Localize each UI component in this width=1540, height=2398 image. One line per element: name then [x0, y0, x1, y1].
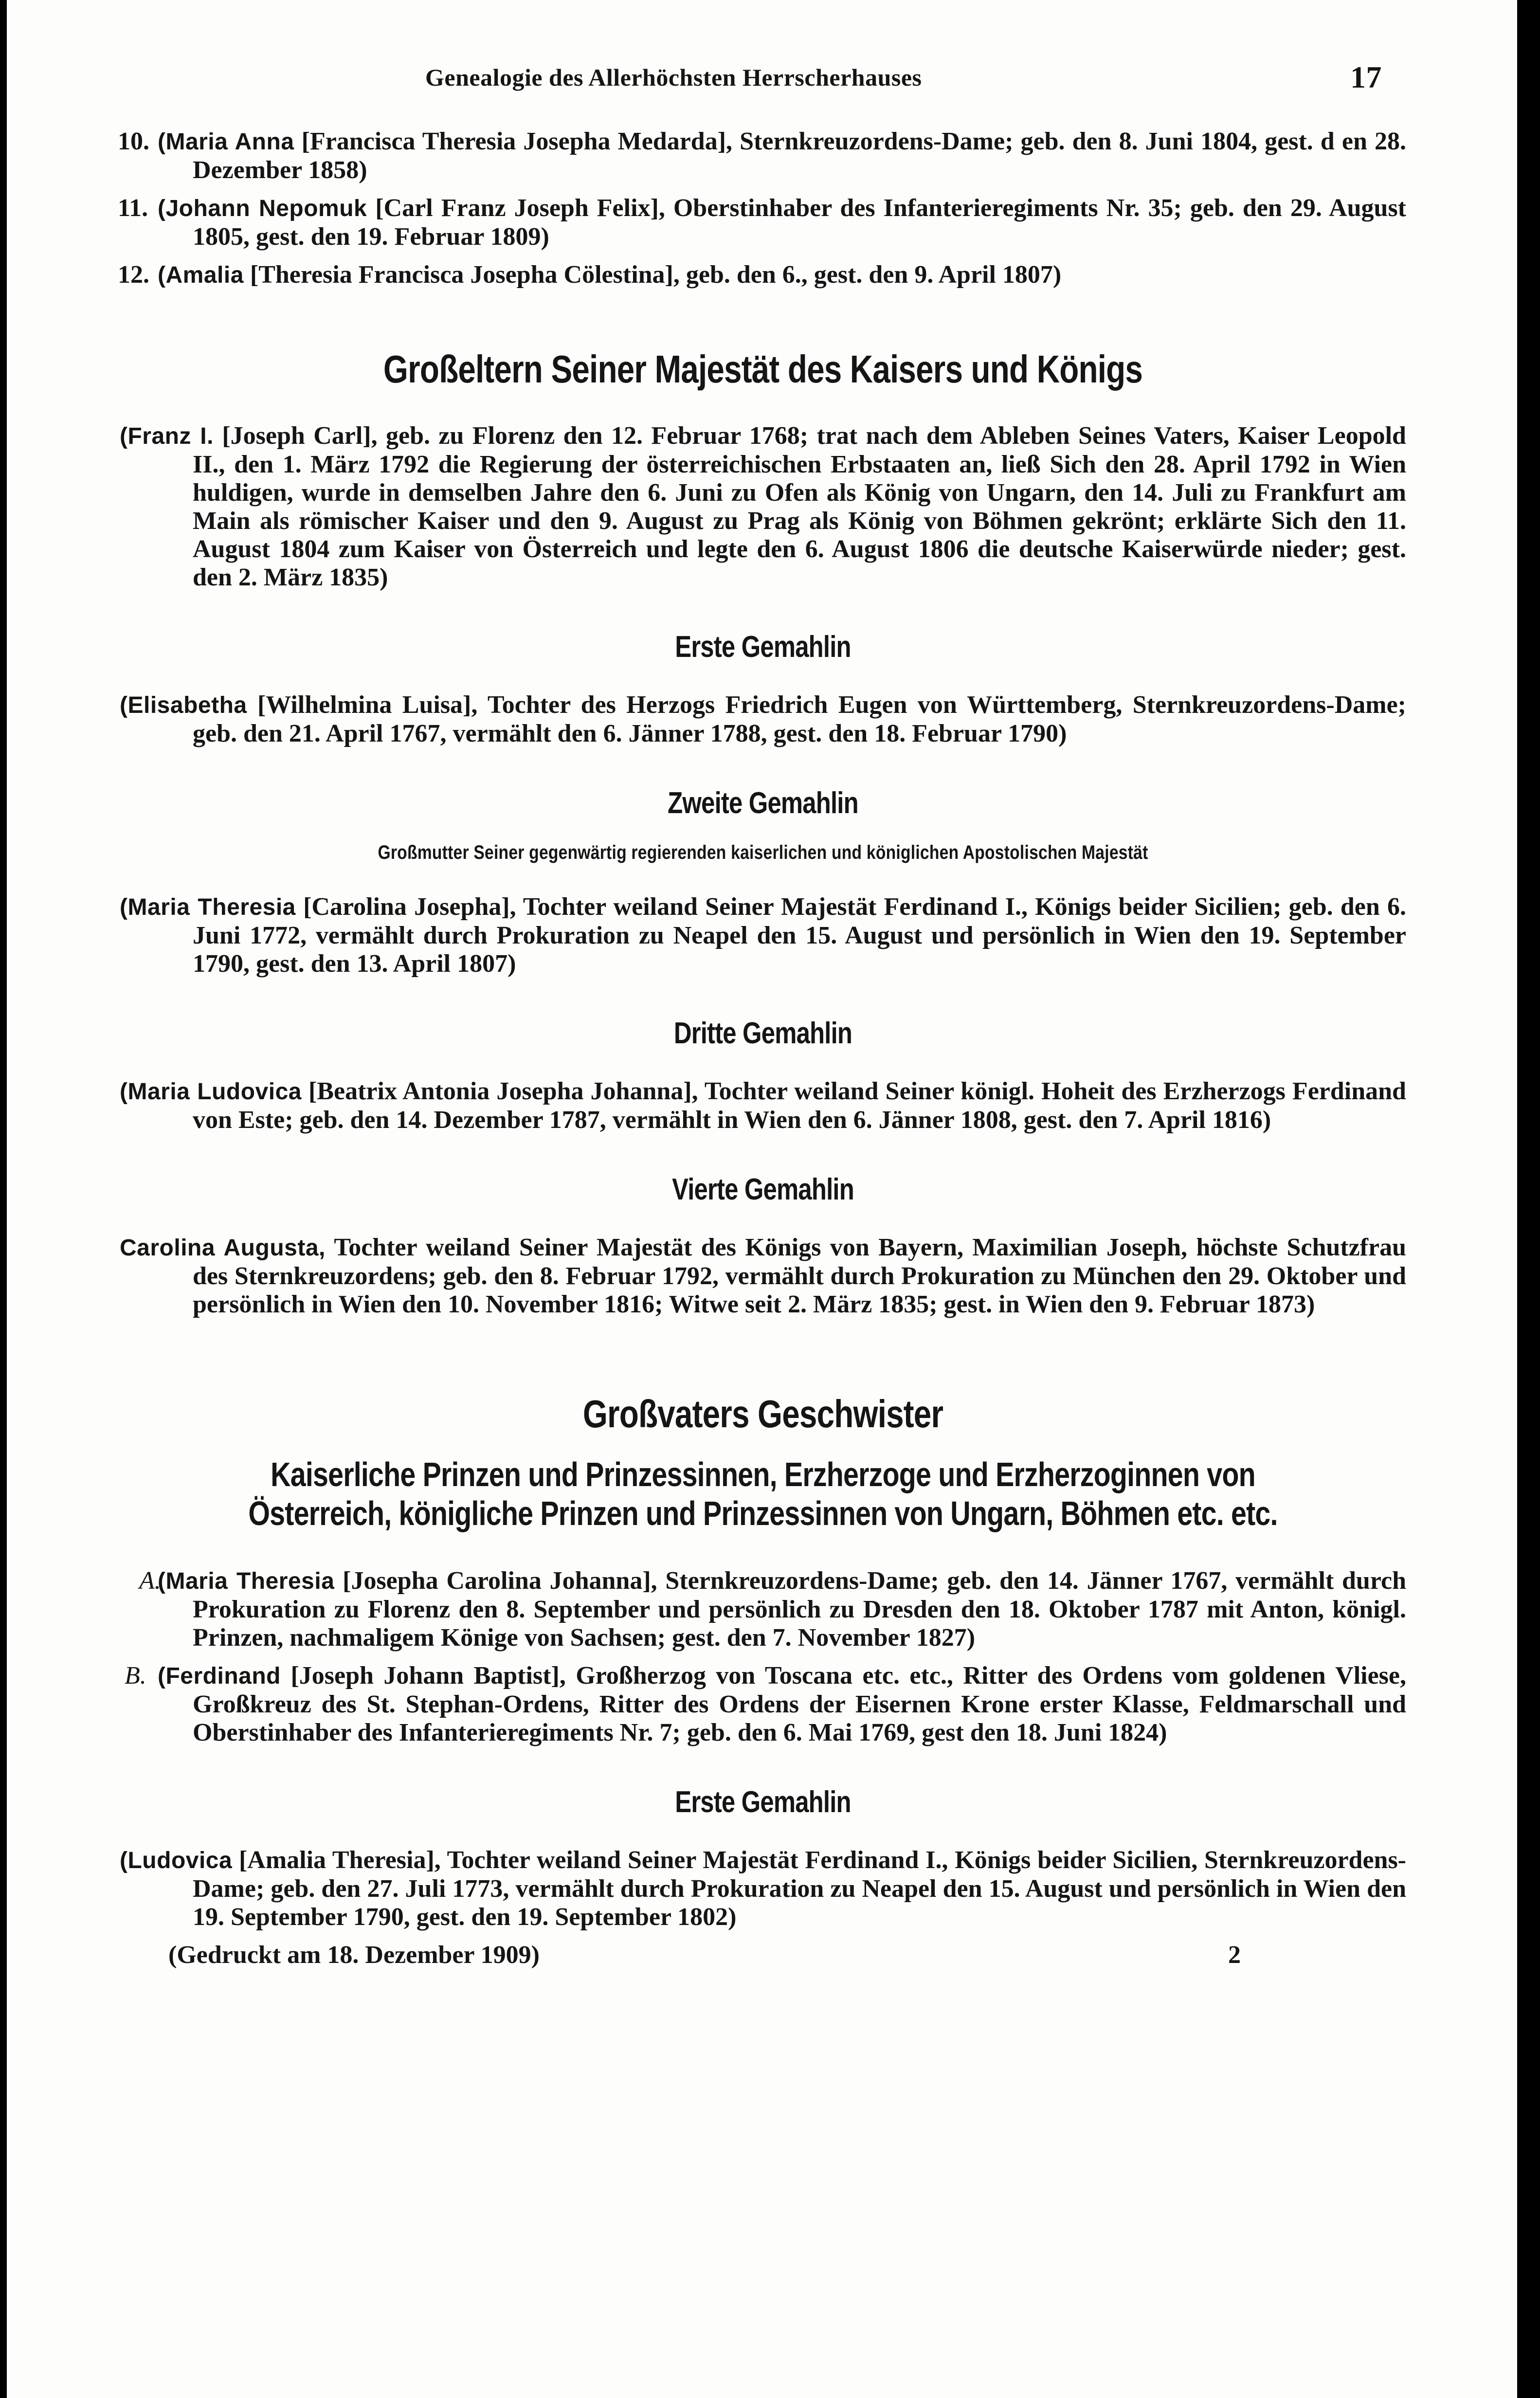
entry-text: Tochter weiland Seiner Majestät des Königs von Bayern, Maximilian Joseph, höchste Schutzfrau des Sternkreuzordens; geb. den 8. Februar 1792, vermählt durch Prokuration zu München den 29. Oktober und persönlich in Wien den 10. November 1816; Witwe seit 2. März 1835; gest. in Wien den 9. Februar 1873) [193, 1234, 1406, 1318]
heading-fourth-wife: Vierte Gemahlin [672, 1173, 854, 1206]
entry-text: [Joseph Johann Baptist], Großherzog von Toscana etc. etc., Ritter des Ordens vom goldenen Vliese, Großkreuz des St. Stephan-Ordens, Ritter des Ordens der Eisernen Krone erster Klasse, Feldmarschall und Oberstinhaber des Infanterieregiments Nr. 7; geb. den 6. Mai 1769, gest den 18. Juni 1824) [193, 1662, 1406, 1746]
entry-text: [Beatrix Antonia Josepha Johanna], Tochter weiland Seiner königl. Hoheit des Erzherzogs Ferdinand von Este; geb. den 14. Dezember 1787, vermählt in Wien den 6. Jänner 1808, gest. den 7. April 1816) [193, 1077, 1406, 1134]
print-date: (Gedruckt am 18. Dezember 1909) [168, 1941, 540, 1969]
list-item [120, 261, 1406, 290]
heading-second-wife: Zweite Gemahlin [668, 786, 858, 820]
person-name: (Ferdinand [158, 1663, 281, 1689]
heading-third-wife: Dritte Gemahlin [673, 1017, 852, 1050]
section-heading-siblings: Großvaters Geschwister [582, 1392, 943, 1435]
person-entry-maria-ludovica [120, 1077, 1406, 1134]
page-number: 17 [1350, 60, 1382, 94]
entry-letter: A. [139, 1567, 161, 1595]
entry-text: [Francisca Theresia Josepha Medarda], Sternkreuzordens-Dame; geb. den 8. Juni 1804, gest. d en 28. Dezember 1858) [193, 127, 1406, 184]
entry-number: 12. [118, 261, 149, 289]
header-title: Genealogie des Allerhöchsten Herrscherhauses [425, 64, 922, 91]
list-item [120, 127, 1406, 184]
document-page [7, 0, 1528, 2398]
person-name: (Maria Anna [158, 129, 294, 155]
person-name: (Ludovica [120, 1848, 233, 1873]
heading-first-wife-ferdinand: Erste Gemahlin [675, 1785, 851, 1819]
entry-text: [Carl Franz Joseph Felix], Oberstinhaber des Infanterieregiments Nr. 35; geb. den 29. August 1805, gest. den 19. Februar 1809) [193, 194, 1406, 251]
heading-first-wife: Erste Gemahlin [675, 630, 851, 664]
page-footer [120, 1941, 1406, 1969]
list-item [120, 1662, 1406, 1747]
entry-letter: B. [125, 1662, 146, 1690]
scan-edge [1517, 0, 1528, 2398]
person-entry-maria-theresia [120, 893, 1406, 978]
person-entry-carolina-augusta [120, 1234, 1406, 1319]
person-name: (Johann Nepomuk [158, 196, 367, 221]
person-name: (Franz I. [120, 423, 214, 449]
list-item [120, 1567, 1406, 1652]
list-item [120, 194, 1406, 251]
entry-text: [Josepha Carolina Johanna], Sternkreuzordens-Dame; geb. den 14. Jänner 1767, vermählt durch Prokuration zu Florenz den 8. September und persönlich zu Dresden den 18. Oktober 1787 mit Anton, königl. Prinzen, nachmaligem Könige von Sachsen; gest. den 7. November 1827) [193, 1567, 1406, 1652]
person-name: (Maria Ludovica [120, 1079, 302, 1105]
entry-text: [Carolina Josepha], Tochter weiland Seiner Majestät Ferdinand I., Königs beider Sicilien; geb. den 6. Juni 1772, vermählt durch Prokuration zu Neapel den 15. August und persönlich in Wien den 19. September 1790, gest. den 13. April 1807) [193, 893, 1406, 978]
person-name: (Maria Theresia [158, 1568, 335, 1594]
entry-text: [Wilhelmina Luisa], Tochter des Herzogs Friedrich Eugen von Württemberg, Sternkreuzordens-Dame; geb. den 21. April 1767, vermählt den 6. Jänner 1788, gest. den 18. Februar 1790) [193, 691, 1406, 747]
subheading-princes: Kaiserliche Prinzen und Prinzessinnen, Erzherzoge und Erzherzoginnen von Österreich, königliche Prinzen und Prinzessinnen von Ungarn, Böhmen etc. etc. [248, 1455, 1278, 1532]
person-entry-franz [120, 422, 1406, 592]
entry-text: [Amalia Theresia], Tochter weiland Seiner Majestät Ferdinand I., Königs beider Sicilien, Sternkreuzordens-Dame; geb. den 27. Juli 1773, vermählt durch Prokuration zu Neapel den 15. August und persönlich in Wien den 19. September 1790, gest. den 19. September 1802) [193, 1846, 1406, 1931]
person-entry-elisabetha [120, 691, 1406, 748]
person-name: (Amalia [158, 262, 244, 288]
page-content [120, 127, 1406, 1969]
signature-mark: 2 [1228, 1941, 1241, 1969]
subheading-grandmother: Großmutter Seiner gegenwärtig regierenden kaiserlichen und königlichen Apostolischen Majestät [378, 842, 1148, 863]
person-name: (Maria Theresia [120, 894, 296, 920]
entry-text: [Theresia Francisca Josepha Cölestina], geb. den 6., gest. den 9. April 1807) [243, 261, 1062, 289]
person-name: (Elisabetha [120, 692, 247, 718]
entry-number: 10. [118, 127, 149, 155]
person-name: Carolina Augusta, [120, 1235, 326, 1261]
person-entry-ludovica [120, 1846, 1406, 1931]
entry-text: [Joseph Carl], geb. zu Florenz den 12. Februar 1768; trat nach dem Ableben Seines Vaters, Kaiser Leopold II., den 1. März 1792 die Regierung der österreichischen Erbstaaten an, ließ Sich den 28. April 1792 in Wien huldigen, wurde in demselben Jahre den 6. Juni zu Ofen als König von Ungarn, den 14. Juli zu Frankfurt am Main als römischer Kaiser und den 9. August zu Prag als König von Böhmen gekrönt; erklärte Sich den 11. August 1804 zum Kaiser von Österreich und legte den 6. August 1806 die deutsche Kaiserwürde nieder; gest. den 2. März 1835) [193, 422, 1406, 591]
entry-number: 11. [118, 194, 148, 222]
section-heading-grandparents: Großeltern Seiner Majestät des Kaisers und Königs [383, 347, 1143, 391]
